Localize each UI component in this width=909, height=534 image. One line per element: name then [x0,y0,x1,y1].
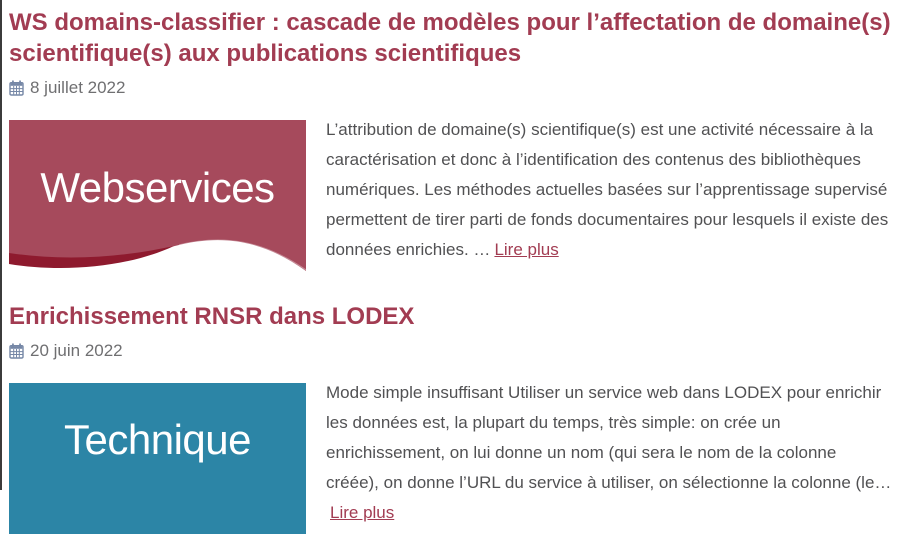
post-date [9,341,909,361]
calendar-icon [9,80,24,96]
read-more-link[interactable]: Lire plus [494,240,559,259]
read-more-link[interactable]: Lire plus [330,503,395,522]
excerpt-text: L’attribution de domaine(s) scientifique(s) est une activité nécessaire à la caractérisation et donc à l’identification des contenus des bibliothèques numériques. Les méthodes actuelles basées sur l’apprentissage supervisé permettent de tirer parti de fonds documentaires pour lesquels il existe des données enrichies. … [326,120,889,259]
post-title[interactable]: Enrichissement RNSR dans LODEX [9,303,415,330]
calendar-icon [9,343,24,359]
post-title[interactable]: WS domains-classifier : cascade de modèles pour l’affectation de domaine(s) scientifique(s) aux publications scientifiques [9,9,891,67]
post-body [9,383,909,534]
post-date [9,78,909,98]
thumbnail-category-label: Webservices [40,164,275,211]
excerpt-text: Mode simple insuffisant Utiliser un service web dans LODEX pour enrichir les données est, la plupart du temps, très simple: on crée un enrichissement, on lui donne un nom (qui sera le nom de la colonne créée), on donne l’URL du service à utiliser, on sélectionne la colonne (le… [326,383,892,492]
thumbnail-category-label: Technique [64,416,251,463]
post-card-webservices [9,7,909,271]
post-thumbnail-technique[interactable] [9,383,306,534]
post-date-text: 8 juillet 2022 [30,78,126,97]
post-list [9,7,909,534]
post-body [9,120,909,271]
post-card-technique [9,301,909,534]
post-excerpt [326,115,892,265]
post-excerpt [326,378,892,528]
post-date-text: 20 juin 2022 [30,341,123,360]
post-thumbnail-webservices[interactable] [9,120,306,271]
